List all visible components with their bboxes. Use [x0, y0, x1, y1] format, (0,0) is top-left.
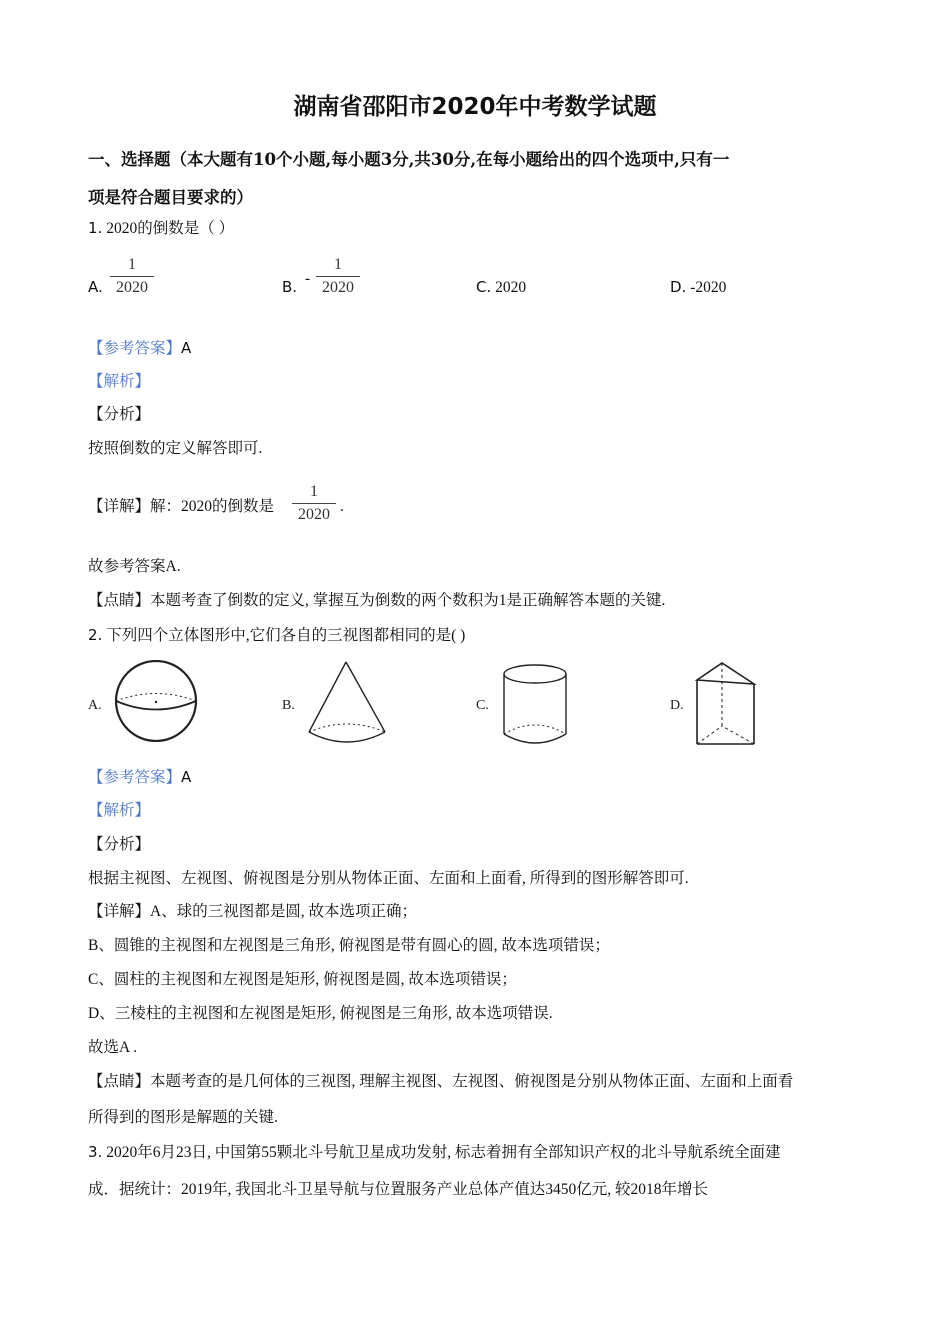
- option-c-label[interactable]: C.: [476, 698, 489, 713]
- jiexi-tag: 【解析】: [88, 802, 151, 819]
- option-b-label[interactable]: B.: [282, 278, 298, 296]
- cylinder-icon: [500, 662, 570, 746]
- option-a-label[interactable]: A.: [88, 278, 103, 296]
- fenxi-tag: 【分析】: [88, 406, 151, 423]
- question-2-stem: [88, 625, 465, 646]
- question-3-line2: 成．据统计：2019年, 我国北斗卫星导航与位置服务产业总体产值达3450亿元, 较2018年增长: [88, 1181, 709, 1198]
- question-1-stem: [88, 218, 234, 239]
- detail-line-d: D、三棱柱的主视图和左视图是矩形, 俯视图是三角形, 故本选项错误.: [88, 1005, 553, 1022]
- dianjing-line-2: 所得到的图形是解题的关键.: [88, 1109, 278, 1126]
- detail-line-c: C、圆柱的主视图和左视图是矩形, 俯视图是圆, 故本选项错误；: [88, 971, 517, 988]
- question-text: 2020年6月23日, 中国第55颗北斗号航卫星成功发射, 标志着拥有全部知识产权的北斗导航系统全面建: [106, 1144, 781, 1161]
- dianjing-line: 【点睛】本题考查了倒数的定义, 掌握互为倒数的两个数积为1是正确解答本题的关键.: [88, 592, 666, 609]
- question-3-stem: [88, 1142, 780, 1163]
- question-number: 3.: [88, 1143, 103, 1161]
- question-text: 下列四个立体图形中,它们各自的三视图都相同的是( ): [106, 627, 466, 644]
- fenxi-text: 按照倒数的定义解答即可.: [88, 440, 263, 457]
- jiexi-tag: 【解析】: [88, 373, 151, 390]
- option-d-label[interactable]: D.: [670, 698, 684, 713]
- answer-line: 【参考答案】A: [88, 339, 192, 357]
- conclusion: 故参考答案A.: [88, 558, 181, 575]
- answer-line: 【参考答案】A: [88, 768, 192, 786]
- question-text: 2020的倒数是（ ）: [106, 220, 235, 237]
- option-b-sign: -: [305, 270, 311, 287]
- cone-icon: [306, 660, 390, 746]
- fenxi-text: 根据主视图、左视图、俯视图是分别从物体正面、左面和上面看, 所得到的图形解答即可.: [88, 870, 689, 887]
- option-d[interactable]: D. -2020: [670, 278, 727, 296]
- option-b-fraction: 1 2020: [316, 255, 360, 298]
- option-c[interactable]: C. 2020: [476, 278, 527, 296]
- triangular-prism-icon: [692, 660, 758, 748]
- option-b-label[interactable]: B.: [282, 698, 295, 713]
- xiangjie-fraction: 1 2020: [292, 482, 336, 525]
- section-heading-line2: 项是符合题目要求的）: [88, 188, 253, 207]
- xiangjie-line: 【详解】A、球的三视图都是圆, 故本选项正确；: [88, 903, 417, 920]
- xiangjie-line: 【详解】解：2020的倒数是: [88, 498, 275, 515]
- detail-line-b: B、圆锥的主视图和左视图是三角形, 俯视图是带有圆心的圆, 故本选项错误；: [88, 937, 610, 954]
- xiangjie-end: .: [340, 498, 344, 515]
- option-a-label[interactable]: A.: [88, 698, 102, 713]
- dianjing-line: 【点睛】本题考查的是几何体的三视图, 理解主视图、左视图、俯视图是分别从物体正面、左面和上面看: [88, 1073, 794, 1090]
- question-number: 2.: [88, 626, 103, 644]
- question-number: 1.: [88, 219, 103, 237]
- fenxi-tag: 【分析】: [88, 836, 151, 853]
- conclusion: 故选A .: [88, 1039, 138, 1056]
- page-title: 湖南省邵阳市2020年中考数学试题: [293, 94, 657, 120]
- section-heading-line1: 一、选择题（本大题有10个小题,每小题3分,共30分,在每小题给出的四个选项中,只有一: [88, 150, 730, 169]
- sphere-icon: [112, 660, 200, 742]
- option-a-fraction: 1 2020: [110, 255, 154, 298]
